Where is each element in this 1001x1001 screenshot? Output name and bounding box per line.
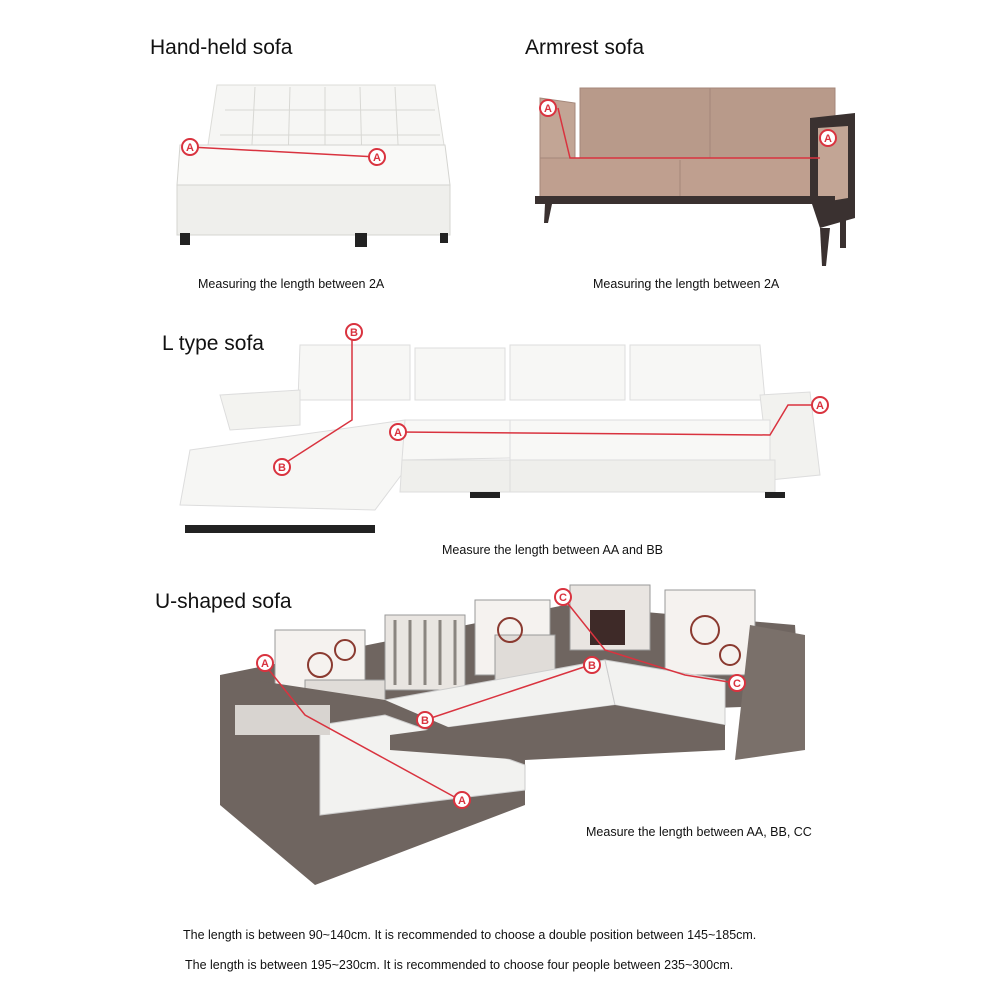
svg-text:A: A	[373, 152, 381, 164]
svg-text:B: B	[278, 462, 286, 474]
l-type-sofa-title: L type sofa	[162, 332, 264, 355]
marker-a-left	[540, 100, 556, 116]
marker-a-left	[390, 424, 406, 440]
svg-text:C: C	[733, 678, 741, 690]
u-shaped-sofa-caption: Measure the length between AA, BB, CC	[586, 825, 812, 839]
marker-b-top	[346, 324, 362, 340]
marker-a-top	[257, 655, 273, 671]
svg-text:B: B	[588, 660, 596, 672]
footer-line-2: The length is between 195~230cm. It is recommended to choose four people between 235~300cm.	[185, 958, 734, 972]
svg-text:B: B	[421, 715, 429, 727]
armrest-sofa-title: Armrest sofa	[525, 36, 645, 59]
svg-text:A: A	[816, 400, 824, 412]
svg-text:A: A	[186, 142, 194, 154]
l-type-sofa-caption: Measure the length between AA and BB	[442, 543, 663, 557]
marker-a-right	[812, 397, 828, 413]
marker-a-bottom	[454, 792, 470, 808]
svg-text:A: A	[458, 795, 466, 807]
svg-text:B: B	[350, 327, 358, 339]
l-type-sofa-image	[170, 320, 835, 535]
armrest-sofa-image	[530, 88, 865, 268]
svg-text:C: C	[559, 592, 567, 604]
svg-text:A: A	[544, 103, 552, 115]
hand-held-sofa-image	[165, 75, 465, 255]
u-shaped-sofa-image	[205, 585, 815, 890]
armrest-sofa-caption: Measuring the length between 2A	[593, 277, 780, 291]
svg-text:A: A	[394, 427, 402, 439]
hand-held-sofa-caption: Measuring the length between 2A	[198, 277, 385, 291]
marker-a-right	[369, 149, 385, 165]
marker-c-right	[729, 675, 745, 691]
svg-text:A: A	[261, 658, 269, 670]
marker-b-right	[584, 657, 600, 673]
marker-b-bottom	[274, 459, 290, 475]
marker-a-left	[182, 139, 198, 155]
u-shaped-sofa-title: U-shaped sofa	[155, 590, 292, 613]
svg-text:A: A	[824, 133, 832, 145]
hand-held-sofa-title: Hand-held sofa	[150, 36, 293, 59]
marker-b-left	[417, 712, 433, 728]
footer-line-1: The length is between 90~140cm. It is recommended to choose a double position between 145~185cm.	[183, 928, 757, 942]
marker-a-right	[820, 130, 836, 146]
marker-c-top	[555, 589, 571, 605]
